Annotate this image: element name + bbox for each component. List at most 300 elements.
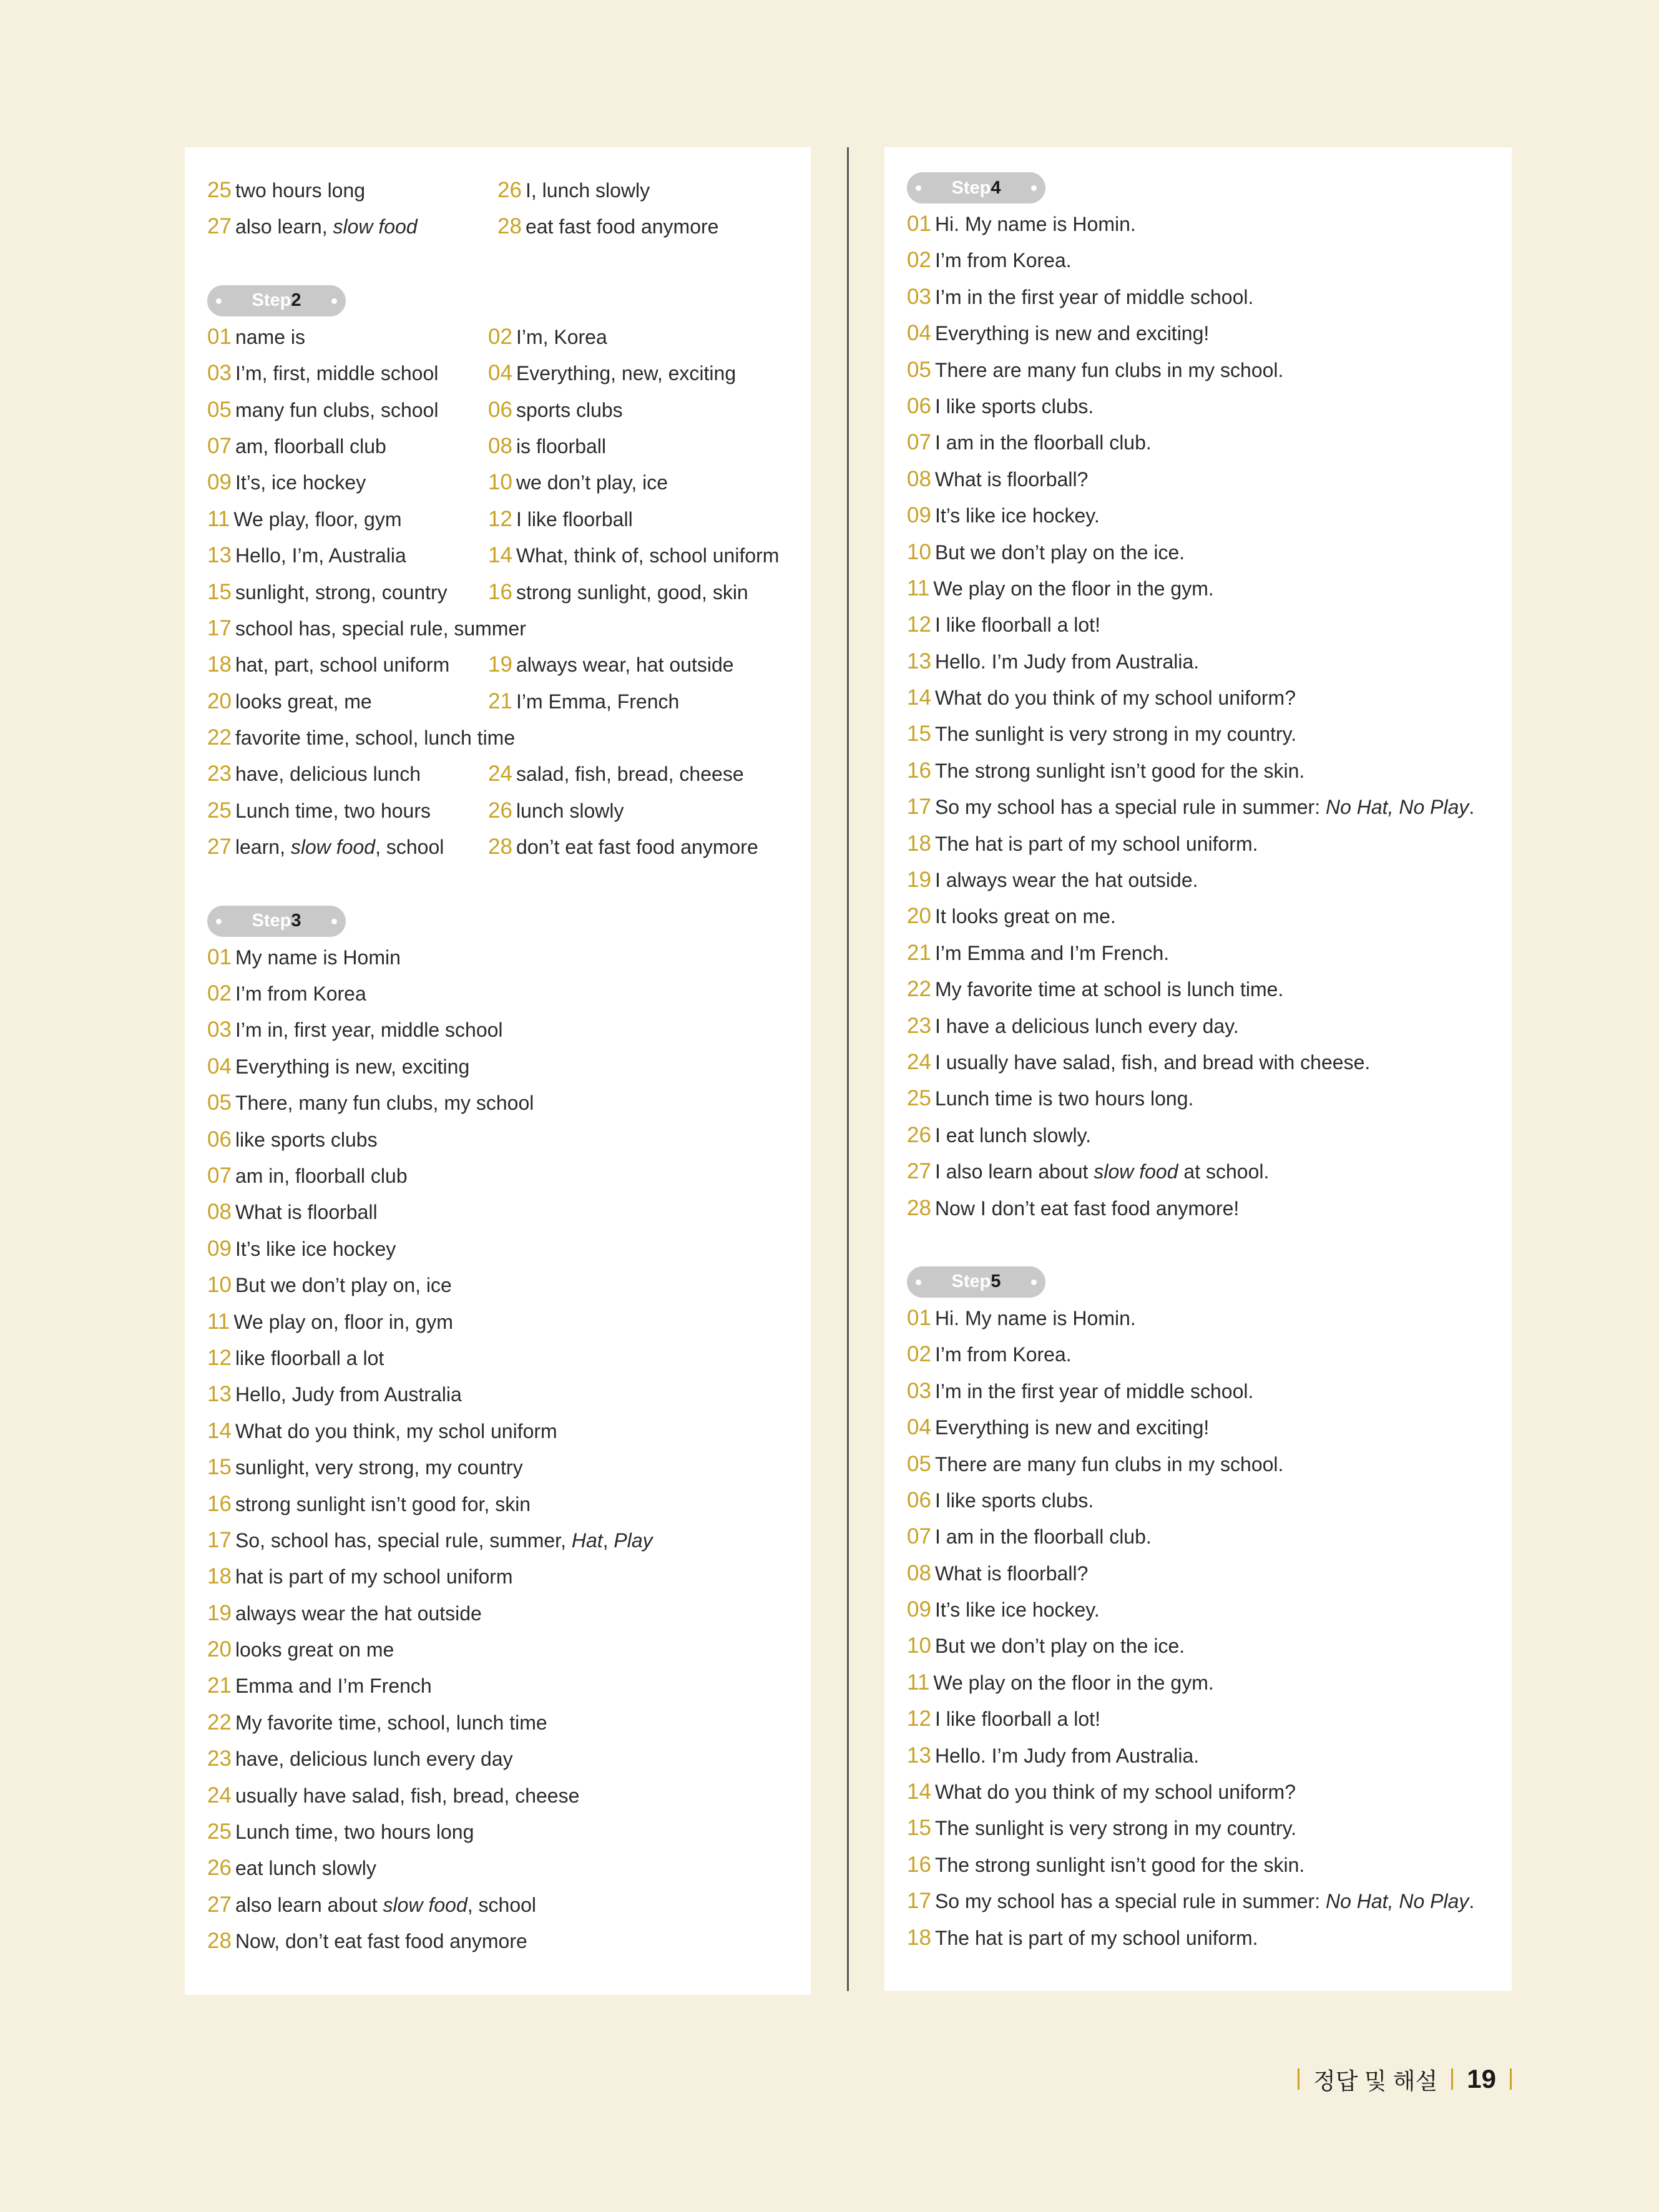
answer-number: 11 [907,575,930,600]
answer-number: 24 [488,761,512,786]
step-label: Step [951,177,991,198]
answer-number: 27 [907,1159,931,1184]
answer-row [907,1044,1489,1080]
answer-text: always wear, hat outside [516,653,734,677]
answer-text: looks great, me [235,690,372,713]
answer-text: Lunch time is two hours long. [934,1087,1194,1110]
answer-text: I also learn about slow food at school. [934,1160,1270,1183]
step-2-answers [207,319,788,866]
italic-term: Hat [571,1529,603,1552]
page-number: 19 [1467,2064,1496,2093]
answer-item [207,319,488,355]
answer-row [207,1668,788,1704]
answer-item [207,1565,513,1588]
answer-text: am, floorball club [235,434,386,458]
answer-row [907,461,1489,497]
answer-row [207,1122,788,1158]
column-divider [847,147,849,1991]
answer-text: like floorball a lot [235,1346,384,1369]
answer-row [907,1883,1489,1919]
answer-item [207,1857,376,1879]
answer-text: many fun clubs, school [235,398,439,421]
answer-text: The hat is part of my school uniform. [934,1926,1258,1949]
answer-item [488,793,624,829]
answer-row [907,1482,1489,1519]
answer-text: I eat lunch slowly. [934,1123,1092,1147]
answer-number: 20 [207,1637,232,1662]
answer-number: 01 [907,212,931,236]
answer-number: 15 [907,1816,931,1841]
answer-text: What do you think of my school uniform? [934,687,1296,710]
answer-item [207,756,488,792]
answer-number: 05 [207,1090,232,1115]
answer-number: 18 [907,831,931,856]
answer-text: I have a delicious lunch every day. [934,1014,1239,1037]
answer-text: The strong sunlight isn’t good for the skin. [934,1853,1305,1876]
answer-item [488,647,734,683]
answer-text: I always wear the hat outside. [934,869,1198,892]
answer-item [207,946,401,969]
answer-row [207,829,788,865]
answer-row [207,1376,788,1412]
answer-row [207,610,788,647]
answer-item [907,869,1198,891]
answer-item [907,614,1100,636]
answer-row [207,574,788,610]
answer-row [907,1701,1489,1737]
answer-text: Everything, new, exciting [516,362,737,385]
answer-row [907,935,1489,971]
answer-row [907,497,1489,534]
answer-item [207,610,526,647]
answer-item [907,1890,1474,1912]
answer-item [207,1383,462,1406]
answer-row [207,392,788,428]
answer-number: 13 [907,648,931,673]
answer-text: salad, fish, bread, cheese [516,763,744,786]
answer-row [207,720,788,756]
answer-item [488,392,623,428]
answer-item [907,286,1253,308]
answer-text: I’m in the first year of middle school. [934,285,1254,308]
answer-row [207,1012,788,1048]
step-2-badge [207,285,346,316]
answer-text: also learn, slow food [235,215,418,238]
answer-text: I’m from Korea. [934,1343,1072,1366]
answer-number: 09 [907,1597,931,1622]
answer-text: What is floorball [235,1201,378,1224]
answer-text: So my school has a special rule in summer: No Hat, No Play. [934,1890,1475,1913]
answer-row [907,1409,1489,1446]
step-number: 4 [991,177,1001,198]
answer-item [907,1854,1304,1876]
answer-row [907,1446,1489,1482]
answer-number: 11 [907,1670,930,1695]
answer-row [907,534,1489,570]
answer-number: 17 [907,795,931,820]
answer-number: 25 [207,1819,232,1844]
answer-row [907,1519,1489,1555]
answer-item [207,1602,482,1625]
answer-number: 07 [907,1524,931,1549]
answer-item [207,1092,534,1114]
answer-text: eat fast food anymore [525,215,719,238]
answer-item [907,905,1116,927]
answer-number: 20 [907,904,931,929]
answer-text: I like floorball [516,507,633,531]
answer-number: 01 [207,324,232,349]
answer-row [207,1522,788,1559]
answer-row [907,315,1489,351]
answer-number: 25 [207,178,232,202]
answer-text: So, school has, special rule, summer, Hat, Play [235,1529,653,1552]
italic-term: No Hat, No Play [1325,796,1469,819]
answer-item [907,1817,1296,1839]
answer-number: 16 [907,758,931,783]
answer-row [907,1592,1489,1628]
answer-item [488,355,736,391]
answer-text: looks great on me [235,1638,394,1661]
answer-number: 03 [907,284,931,309]
answer-item [207,428,488,464]
answer-row [207,1705,788,1741]
answer-number: 06 [207,1127,232,1152]
answer-text: I’m, Korea [516,325,607,348]
italic-term: No Hat, No Play [1325,1890,1469,1913]
answer-item [907,1745,1199,1767]
answer-item [907,1343,1072,1366]
answer-item [207,1748,513,1770]
answer-number: 13 [207,1382,232,1407]
answer-number: 03 [207,1017,232,1042]
answer-item [207,1201,378,1223]
answer-number: 10 [488,470,512,495]
section-title: 정답 및 해설 [1313,2068,1438,2094]
answer-item [207,982,366,1005]
answer-row [207,793,788,829]
answer-text: What do you think of my school uniform? [934,1781,1296,1804]
answer-item [207,574,488,610]
italic-term: slow food [1094,1160,1178,1183]
answer-row [207,976,788,1012]
answer-row [907,1117,1489,1153]
answer-item [907,395,1094,418]
answer-text: What is floorball? [934,467,1089,491]
answer-row [907,1336,1489,1373]
answer-row [207,1923,788,1959]
answer-text: The sunlight is very strong in my country. [934,723,1297,746]
answer-row [207,428,788,464]
answer-text: hat, part, school uniform [235,653,450,677]
answer-number: 18 [207,1564,232,1589]
answer-number: 08 [488,433,512,458]
answer-item [207,720,516,756]
answer-text: There, many fun clubs, my school [235,1092,534,1115]
answer-number: 28 [207,1929,232,1954]
answer-text: sunlight, strong, country [235,580,448,604]
answer-row [907,570,1489,607]
step-5-answers [907,1300,1489,1956]
answer-number: 23 [907,1013,931,1038]
step-number: 2 [291,290,301,311]
answer-item [907,1489,1094,1512]
answer-text: I am in the floorball club. [934,431,1152,454]
answer-number: 10 [907,1633,931,1658]
answer-item [207,392,488,428]
answer-text: am in, floorball club [235,1164,408,1187]
answer-item [207,1165,408,1187]
answer-text: lunch slowly [516,799,624,822]
answer-item [907,1197,1239,1220]
answer-text: Lunch time, two hours [235,799,431,822]
answer-row [907,1190,1489,1226]
answer-item [907,249,1072,272]
answer-number: 02 [207,981,232,1006]
answer-item [207,537,488,574]
answer-text: have, delicious lunch [235,763,421,786]
answer-item [207,1711,547,1734]
answer-row [907,680,1489,716]
answer-row [207,683,788,720]
answer-number: 04 [907,1415,931,1440]
answer-row [907,424,1489,461]
answer-item [488,319,607,355]
answer-item [907,1124,1091,1147]
answer-number: 23 [207,1746,232,1771]
answer-text: like sports clubs [235,1128,378,1151]
answer-text: It looks great on me. [934,905,1116,928]
answer-number: 07 [207,433,232,458]
answer-number: 22 [907,977,931,1002]
answer-row [207,1085,788,1121]
answer-text: usually have salad, fish, bread, cheese [235,1784,580,1807]
answer-row [207,1559,788,1595]
answer-item [907,577,1214,600]
answer-row [907,1665,1489,1701]
answer-row [907,971,1489,1007]
right-answer-panel [884,147,1512,1991]
step-4-answers [907,206,1489,1226]
answer-text: I’m in, first year, middle school [235,1019,503,1042]
answer-number: 12 [207,1345,232,1370]
answer-text: Now I don’t eat fast food anymore! [934,1197,1240,1220]
answer-number: 20 [207,688,232,713]
answer-text: We play on, floor in, gym [233,1310,453,1333]
answer-row [207,464,788,501]
answer-row [207,319,788,355]
answer-number: 26 [497,178,522,202]
answer-number: 09 [207,470,232,495]
answer-text: Hello, I’m, Australia [235,544,406,567]
answer-text: Everything is new, exciting [235,1055,470,1078]
answer-text: Lunch time, two hours long [235,1821,474,1844]
answer-item [907,978,1283,1001]
answer-text: My favorite time, school, lunch time [235,1711,547,1734]
answer-text: I’m from Korea [235,982,366,1006]
answer-number: 08 [907,1560,931,1585]
answer-number: 01 [907,1305,931,1330]
answer-text: I’m, first, middle school [235,362,439,385]
answer-row [907,607,1489,643]
answer-text: two hours long [235,179,366,202]
answer-row [907,388,1489,424]
answer-number: 21 [907,940,931,965]
answer-row [907,716,1489,752]
answer-number: 21 [488,688,512,713]
answer-text: sunlight, very strong, my country [235,1456,523,1479]
answer-row [207,1632,788,1668]
answer-row [207,1267,788,1303]
answer-row [207,1304,788,1340]
answer-row [907,1008,1489,1044]
answer-text: strong sunlight isn’t good for, skin [235,1492,531,1515]
answer-number: 27 [207,214,232,239]
answer-item [907,1671,1214,1694]
answer-number: 14 [907,685,931,710]
answer-text: I like sports clubs. [934,1489,1094,1512]
answer-item [207,1529,653,1552]
answer-text: we don’t play, ice [516,471,668,494]
answer-item [207,829,488,865]
answer-item [207,1274,452,1296]
step-label: Step [252,290,291,311]
answer-number: 17 [207,1527,232,1552]
answer-item [907,1307,1136,1329]
answer-number: 16 [907,1852,931,1877]
page-footer [1298,2065,1512,2093]
answer-row [907,1738,1489,1774]
answer-item [207,1638,394,1661]
answer-number: 07 [907,430,931,455]
answer-row [207,208,788,245]
answer-item [907,1051,1370,1074]
answer-item [207,172,497,208]
answer-row [907,1920,1489,1956]
answer-text: strong sunlight, good, skin [516,580,748,604]
answer-row [207,1741,788,1777]
italic-term: Play [614,1529,653,1552]
answer-number: 06 [907,1487,931,1512]
answer-number: 15 [907,722,931,746]
answer-item [488,537,779,574]
answer-item [907,431,1152,454]
answer-row [207,501,788,537]
answer-number: 14 [488,543,512,568]
answer-item [207,355,488,391]
answer-number: 26 [207,1856,232,1881]
answer-number: 03 [907,1378,931,1403]
answer-number: 08 [207,1200,232,1225]
answer-row [207,1814,788,1850]
answer-item [207,1128,378,1151]
answer-item [907,1635,1185,1657]
answer-item [907,833,1258,855]
answer-number: 04 [907,321,931,346]
answer-text: I like floorball a lot! [934,614,1100,637]
answer-row [207,1850,788,1886]
answer-text: I usually have salad, fish, and bread with cheese. [934,1050,1371,1074]
answer-item [488,574,748,610]
answer-number: 09 [207,1236,232,1261]
step-label: Step [252,911,291,931]
answer-number: 10 [907,539,931,564]
step-number: 3 [291,911,301,931]
answer-number: 22 [207,725,232,750]
answer-item [207,793,488,829]
answer-row [907,1153,1489,1190]
answer-text: There are many fun clubs in my school. [934,358,1284,381]
answer-text: But we don’t play on the ice. [934,541,1185,564]
answer-text: I, lunch slowly [525,179,650,202]
answer-row [907,279,1489,315]
answer-text: Now, don’t eat fast food anymore [235,1930,527,1953]
answer-text: I like floorball a lot! [934,1708,1100,1731]
answer-text: What do you think, my schol uniform [235,1419,557,1442]
answer-number: 05 [907,1451,931,1476]
answer-item [207,1311,453,1333]
answer-row [907,1810,1489,1846]
answer-item [907,650,1199,673]
answer-text: We play on the floor in the gym. [933,577,1214,600]
answer-row [907,898,1489,934]
answer-row [207,1158,788,1194]
answer-number: 21 [207,1673,232,1698]
answer-item [497,208,718,245]
answer-row [207,1049,788,1085]
answer-item [207,647,488,683]
answer-item [207,1821,474,1843]
answer-number: 26 [488,798,512,823]
answer-text: But we don’t play on, ice [235,1274,452,1297]
answer-number: 05 [207,397,232,422]
answer-text: have, delicious lunch every day [235,1748,513,1771]
answer-number: 16 [488,579,512,604]
answer-number: 09 [907,503,931,528]
answer-number: 08 [907,466,931,491]
answer-row [907,1373,1489,1409]
step-3-badge [207,906,346,937]
answer-item [907,213,1136,235]
answer-row [907,753,1489,789]
answer-item [907,1525,1152,1548]
answer-text: is floorball [516,434,606,458]
answer-row [907,862,1489,898]
answer-text: don’t eat fast food anymore [516,836,758,859]
answer-number: 28 [497,214,522,239]
answer-number: 27 [207,1892,232,1917]
answer-item [207,1055,469,1078]
answer-item [207,683,488,720]
answer-item [207,1456,523,1479]
answer-number: 17 [907,1889,931,1914]
answer-text: Hi. My name is Homin. [934,213,1136,235]
answer-number: 04 [488,361,512,386]
answer-number: 16 [207,1491,232,1516]
answer-row [907,1080,1489,1117]
answer-text: It’s, ice hockey [235,471,366,494]
answer-text: We play, floor, gym [233,507,402,531]
answer-item [207,501,488,537]
answer-number: 19 [488,652,512,677]
answer-item [907,1781,1296,1803]
answer-number: 25 [207,798,232,823]
answer-text: Emma and I’m French [235,1675,432,1698]
answer-number: 01 [207,944,232,969]
answer-row [907,206,1489,242]
answer-row [907,1555,1489,1592]
answer-number: 05 [907,357,931,382]
answer-item [207,1420,557,1442]
